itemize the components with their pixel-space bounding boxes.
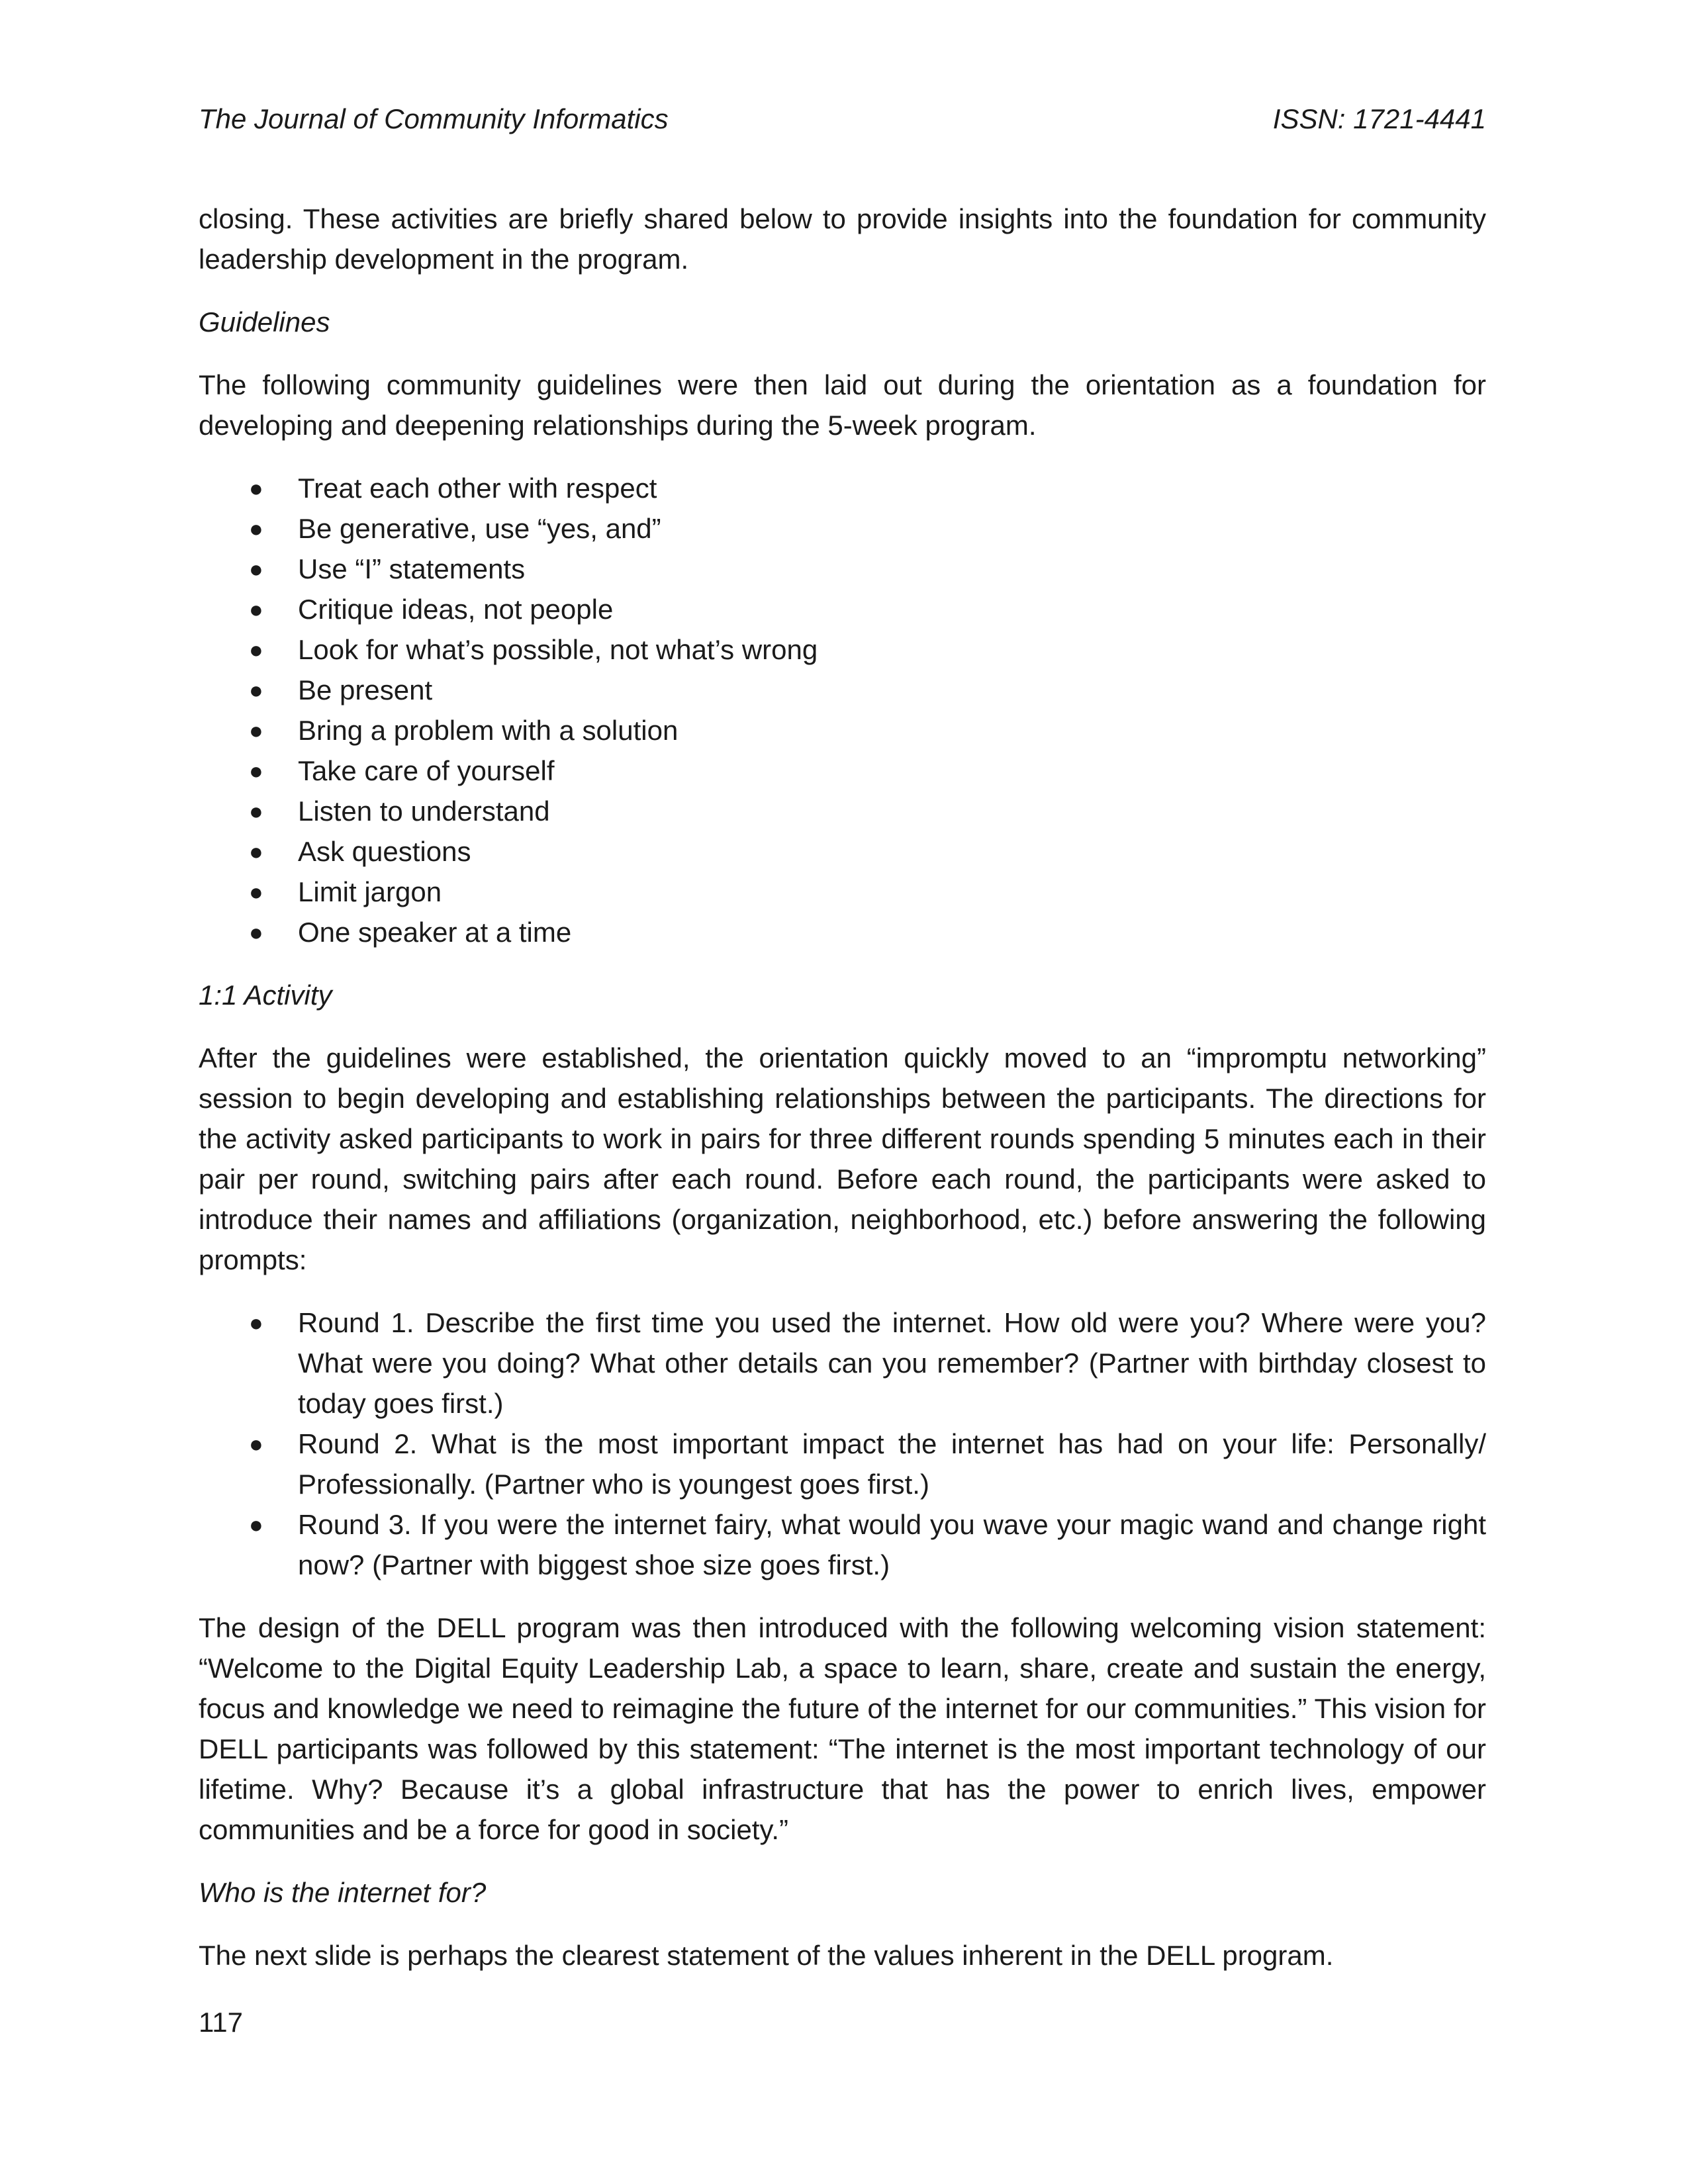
- list-item-text: One speaker at a time: [298, 917, 572, 948]
- list-item-text: Critique ideas, not people: [298, 594, 614, 625]
- bullet-icon: ●: [249, 757, 263, 784]
- bullet-icon: ●: [249, 797, 263, 825]
- paragraph-next-slide: The next slide is perhaps the clearest statement of the values inherent in the DELL program.: [199, 1940, 1334, 1971]
- bullet-icon: ●: [249, 475, 263, 502]
- bullet-icon: ●: [249, 838, 263, 865]
- bullet-icon: ●: [249, 1511, 263, 1538]
- list-item: [199, 1504, 1486, 1585]
- list-item-text: Ask questions: [298, 836, 471, 867]
- bullet-icon: ●: [249, 676, 263, 704]
- journal-page: [199, 0, 1486, 2184]
- list-item-text: Round 1. Describe the first time you used the internet. How old were you? Where were you? What were you doing? What other details can you remember? (Partner with birthday closest to today goes first.): [298, 1307, 1486, 1419]
- article-body: [199, 199, 1486, 1998]
- paragraph-vision: The design of the DELL program was then introduced with the following welcoming vision statement: “Welcome to the Digital Equity Leadership Lab, a space to learn, share, create and sustain the energy, focus and knowledge we need to reimagine the future of the internet for our communities.” This vision for DELL participants was followed by this statement: “The internet is the most important technology of our lifetime. Why? Because it’s a global infrastructure that has the power to enrich lives, empower communities and be a force for good in society.”: [199, 1612, 1486, 1845]
- list-item-text: Listen to understand: [298, 796, 550, 827]
- list-item-text: Round 2. What is the most important impact the internet has had on your life: Personally/ Professionally. (Partner who is youngest goes first.): [298, 1428, 1486, 1500]
- list-item: [199, 468, 1486, 508]
- list-item: [199, 872, 1486, 912]
- bullet-icon: ●: [249, 1309, 263, 1336]
- bullet-icon: ●: [249, 878, 263, 905]
- list-item: [199, 912, 1486, 952]
- list-item: [199, 629, 1486, 670]
- list-item-text: Round 3. If you were the internet fairy, what would you wave your magic wand and change right now? (Partner with biggest shoe size goes first.): [298, 1509, 1486, 1580]
- list-item-text: Treat each other with respect: [298, 473, 657, 504]
- paragraph-activity: After the guidelines were established, the orientation quickly moved to an “impromptu networking” session to begin developing and establishing relationships between the participants. The directions for the activity asked participants to work in pairs for three different rounds spending 5 minutes each in their pair per round, switching pairs after each round. Before each round, the participants were asked to introduce their names and affiliations (organization, neighborhood, etc.) before answering the following prompts:: [199, 1042, 1486, 1275]
- list-item: [199, 549, 1486, 589]
- list-item: [199, 508, 1486, 549]
- list-item-text: Bring a problem with a solution: [298, 715, 679, 746]
- list-item: [199, 751, 1486, 791]
- list-item-text: Be generative, use “yes, and”: [298, 513, 661, 544]
- list-item: [199, 710, 1486, 751]
- guidelines-list: [199, 468, 1486, 952]
- bullet-icon: ●: [249, 555, 263, 582]
- bullet-icon: ●: [249, 636, 263, 663]
- journal-title: The Journal of Community Informatics: [199, 103, 669, 134]
- paragraph-closing: closing. These activities are briefly shared below to provide insights into the foundation for community leadership development in the program.: [199, 203, 1486, 275]
- list-item-text: Limit jargon: [298, 876, 442, 907]
- section-heading-activity: 1:1 Activity: [199, 979, 332, 1011]
- list-item: [199, 670, 1486, 710]
- list-item-text: Take care of yourself: [298, 755, 555, 786]
- list-item-text: Look for what’s possible, not what’s wrong: [298, 634, 818, 665]
- list-item: [199, 1302, 1486, 1424]
- list-item: [199, 1424, 1486, 1504]
- list-item-text: Be present: [298, 674, 433, 705]
- list-item: [199, 791, 1486, 831]
- bullet-icon: ●: [249, 515, 263, 542]
- bullet-icon: ●: [249, 717, 263, 744]
- bullet-icon: ●: [249, 1430, 263, 1457]
- bullet-icon: ●: [249, 596, 263, 623]
- running-header: [199, 99, 1486, 139]
- issn-label: ISSN: 1721-4441: [1272, 103, 1486, 134]
- list-item-text: Use “I” statements: [298, 553, 526, 584]
- section-heading-who: Who is the internet for?: [199, 1877, 487, 1908]
- bullet-icon: ●: [249, 919, 263, 946]
- page-number: 117: [199, 2007, 243, 2038]
- rounds-list: [199, 1302, 1486, 1585]
- section-heading-guidelines: Guidelines: [199, 306, 330, 338]
- list-item: [199, 589, 1486, 629]
- list-item: [199, 831, 1486, 872]
- paragraph-guidelines-intro: The following community guidelines were then laid out during the orientation as a foundation for developing and deepening relationships during the 5-week program.: [199, 369, 1486, 441]
